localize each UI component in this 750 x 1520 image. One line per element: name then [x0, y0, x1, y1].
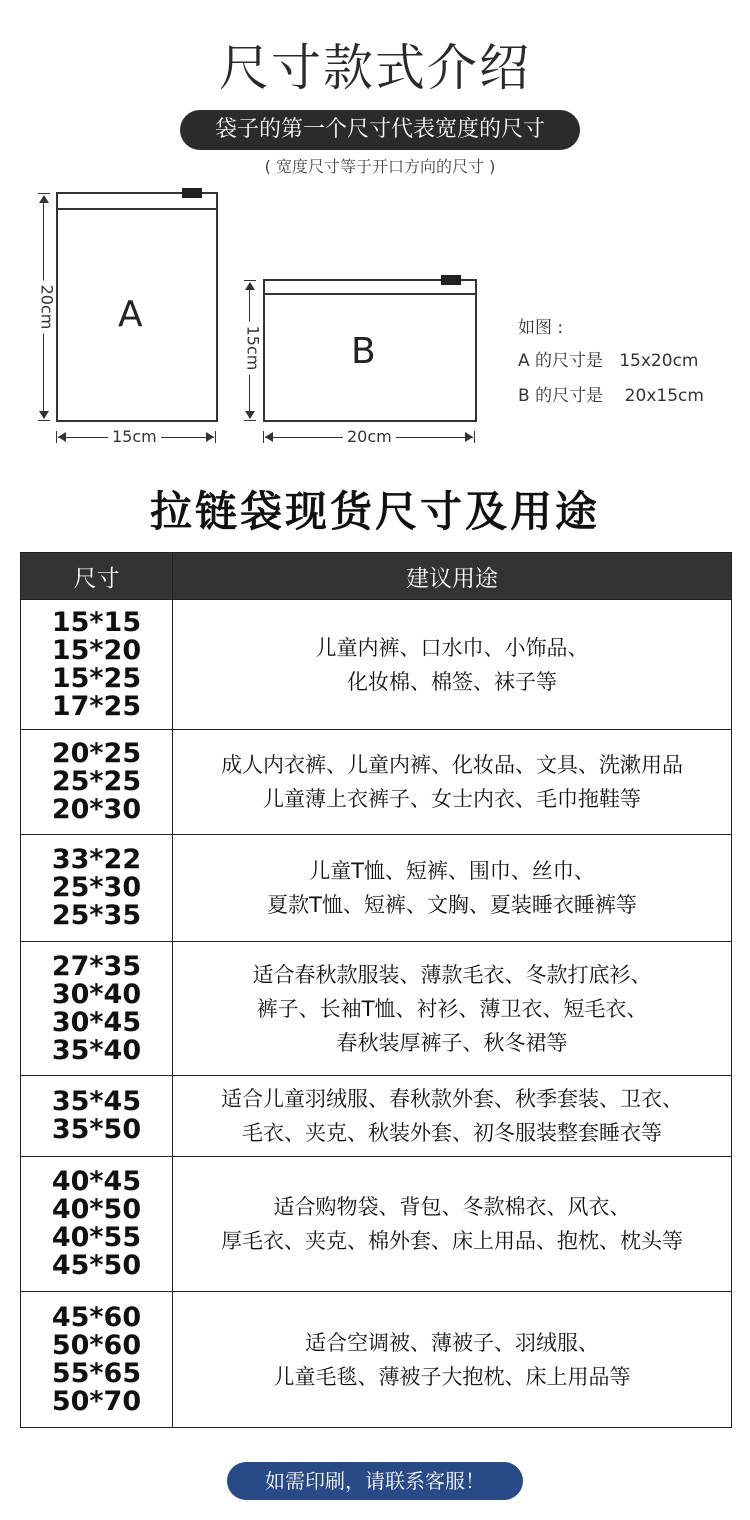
size-value: 15*25 — [51, 662, 142, 694]
size-value: 30*40 — [51, 978, 142, 1010]
usage-line: 适合购物袋、背包、冬款棉衣、风衣、 — [273, 1195, 631, 1219]
table-row — [21, 942, 732, 1076]
bag-a-zipper-pull — [182, 188, 202, 198]
bag-a-width-arrow-right — [206, 432, 214, 442]
bag-b-width-tick-left — [263, 431, 264, 443]
bag-b-zipper-pull — [441, 275, 461, 285]
size-cell — [21, 942, 173, 1076]
usage-line: 适合儿童羽绒服、春秋款外套、秋季套装、卫衣、 — [221, 1087, 683, 1111]
size-value: 20*25 — [51, 738, 142, 769]
size-value: 35*50 — [51, 1114, 142, 1145]
usage-line: 儿童毛毯、薄被子大抱枕、床上用品等 — [273, 1364, 631, 1389]
usage-line: 裤子、长袖T恤、衬衫、薄卫衣、短毛衣、 — [256, 996, 648, 1021]
usage-line: 儿童内裤、口水巾、小饰品、 — [315, 635, 589, 660]
size-value: 45*50 — [51, 1250, 142, 1281]
size-value: 20*30 — [51, 794, 142, 825]
size-value: 40*55 — [51, 1222, 142, 1253]
size-value: 25*35 — [51, 900, 142, 931]
usage-line: 适合春秋款服装、薄款毛衣、冬款打底衫、 — [252, 962, 652, 987]
table-row — [21, 730, 732, 835]
usage-column-header: 建议用途 — [173, 553, 732, 600]
usage-cell — [173, 600, 732, 730]
size-cell — [21, 1292, 173, 1428]
contact-service-banner: 如需印刷，请联系客服！ — [227, 1462, 523, 1500]
usage-cell — [173, 1157, 732, 1292]
size-value: 25*30 — [51, 872, 142, 903]
bag-a-height-label: 20cm — [37, 281, 55, 334]
size-value: 35*45 — [51, 1086, 142, 1117]
table-row — [21, 835, 732, 942]
bag-a-width-label: 15cm — [108, 428, 161, 446]
size-value: 50*60 — [51, 1329, 142, 1361]
size-cell — [21, 600, 173, 730]
size-value: 35*40 — [51, 1034, 142, 1066]
usage-line: 化妆棉、棉签、袜子等 — [347, 669, 557, 694]
usage-cell — [173, 942, 732, 1076]
size-value: 50*70 — [51, 1385, 142, 1417]
bag-a-height-tick-bottom — [38, 420, 50, 421]
bag-a-width-tick-right — [215, 431, 216, 443]
usage-line: 厚毛衣、夹克、棉外套、床上用品、抱枕、枕头等 — [221, 1229, 683, 1253]
bag-b-height-arrow-down — [245, 411, 255, 419]
bag-a-height-arrow-up — [39, 195, 49, 203]
table-row — [21, 600, 732, 730]
width-rule-note: ( 宽度尺寸等于开口方向的尺寸 ) — [264, 157, 496, 176]
size-usage-table — [20, 552, 732, 1428]
usage-cell — [173, 1076, 732, 1157]
bag-b-height-label: 15cm — [243, 322, 261, 375]
bag-b-height-tick-top — [244, 280, 256, 281]
usage-line: 儿童薄上衣裤子、女士内衣、毛巾拖鞋等 — [263, 787, 641, 811]
usage-line: 毛衣、夹克、秋装外套、初冬服装整套睡衣等 — [242, 1121, 662, 1145]
size-value: 40*45 — [51, 1166, 142, 1197]
bag-a-letter: A — [118, 294, 143, 335]
size-cell — [21, 1157, 173, 1292]
bag-b-outline — [263, 279, 477, 422]
usage-cell — [173, 730, 732, 835]
usage-line: 春秋装厚裤子、秋冬裙等 — [336, 1030, 568, 1055]
legend-heading: 如图 : — [518, 318, 564, 338]
section-title: 拉链袋现货尺寸及用途 — [149, 487, 600, 536]
bag-a-outline — [56, 192, 218, 422]
size-value: 33*22 — [51, 844, 142, 875]
usage-line: 夏款T恤、短裤、文胸、夏装睡衣睡裤等 — [267, 893, 637, 917]
bag-b-width-arrow-right — [465, 432, 473, 442]
size-cell — [21, 730, 173, 835]
size-value: 25*25 — [51, 766, 142, 797]
table-header-row — [21, 553, 732, 600]
page-title: 尺寸款式介绍 — [219, 39, 531, 97]
size-value: 15*15 — [51, 606, 142, 638]
size-value: 45*60 — [51, 1301, 142, 1333]
size-value: 27*35 — [51, 950, 142, 982]
size-value: 15*20 — [51, 634, 142, 666]
bag-b-height-arrow-up — [245, 282, 255, 290]
bag-b-width-arrow-left — [265, 432, 273, 442]
bag-a-width-arrow-left — [58, 432, 66, 442]
usage-line: 儿童T恤、短裤、围巾、丝巾、 — [309, 859, 595, 883]
bag-a-height-arrow-down — [39, 411, 49, 419]
bag-a-width-tick-left — [56, 431, 57, 443]
width-rule-banner: 袋子的第一个尺寸代表宽度的尺寸 — [180, 110, 580, 150]
bag-b-height-tick-bottom — [244, 420, 256, 421]
table-row — [21, 1292, 732, 1428]
size-value: 30*45 — [51, 1006, 142, 1038]
size-cell — [21, 1076, 173, 1157]
size-value: 40*50 — [51, 1194, 142, 1225]
size-cell — [21, 835, 173, 942]
table-row — [21, 1157, 732, 1292]
legend-bag-a-size: A 的尺寸是 15x20cm — [518, 351, 699, 371]
bag-b-width-tick-right — [474, 431, 475, 443]
size-column-header: 尺寸 — [21, 553, 173, 600]
bag-a-height-tick-top — [38, 193, 50, 194]
legend-bag-b-size: B 的尺寸是 20x15cm — [518, 386, 704, 406]
size-value: 17*25 — [51, 690, 142, 722]
usage-line: 适合空调被、薄被子、羽绒服、 — [305, 1330, 599, 1355]
usage-cell — [173, 1292, 732, 1428]
usage-line: 成人内衣裤、儿童内裤、化妆品、文具、洗漱用品 — [221, 753, 683, 777]
bag-b-letter: B — [351, 331, 376, 372]
usage-cell — [173, 835, 732, 942]
size-value: 55*65 — [51, 1357, 142, 1389]
bag-b-width-label: 20cm — [343, 428, 396, 446]
table-row — [21, 1076, 732, 1157]
